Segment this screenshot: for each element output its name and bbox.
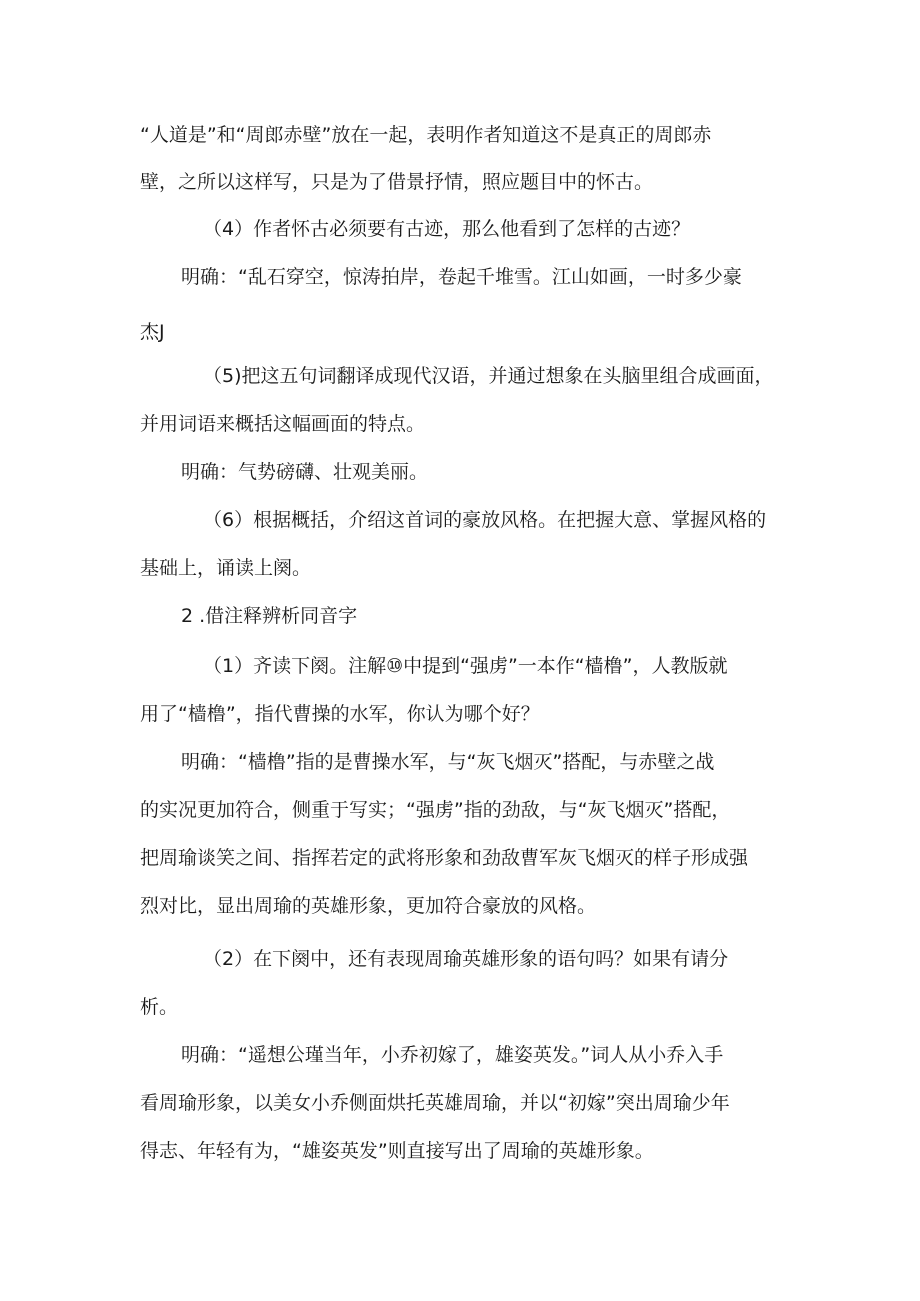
text-line: 得志、年轻有为，“雄姿英发”则直接写出了周瑜的英雄形象。 [140, 1140, 654, 1162]
sub-answer-2: 明确：“遥想公瑾当年，小乔初嫁了，雄姿英发。”词人从小乔入手 [181, 1044, 724, 1066]
text-line: 用了“樯橹”，指代曹操的水军，你认为哪个好？ [140, 703, 540, 725]
text-line: 析。 [140, 996, 179, 1018]
question-5: （5)把这五句词翻译成现代汉语，并通过想象在头脑里组合成画面， [203, 365, 774, 387]
text-line: 基础上，诵读上阕。 [140, 557, 312, 579]
question-4: （4）作者怀古必须要有古迹，那么他看到了怎样的古迹？ [203, 218, 691, 240]
sub-question-1: （1）齐读下阕。注解⑩中提到“强虏”一本作“樯橹”，人教版就 [203, 655, 728, 677]
answer-5: 明确：气势磅礴、壮观美丽。 [181, 461, 429, 483]
sub-answer-1: 明确：“樯橹”指的是曹操水军，与“灰飞烟灭”搭配，与赤壁之战 [181, 751, 715, 773]
question-6: （6）根据概括，介绍这首词的豪放风格。在把握大意、掌握风格的 [203, 509, 767, 531]
text-line: 并用词语来概括这幅画面的特点。 [140, 413, 426, 435]
text-line: 烈对比，显出周瑜的英雄形象，更加符合豪放的风格。 [140, 895, 597, 917]
section-heading: 2 .借注释辨析同音字 [181, 605, 358, 627]
text-line: 壁，之所以这样写，只是为了借景抒情，照应题目中的怀古。 [140, 171, 654, 193]
text-line: 杰J [140, 321, 165, 343]
answer-4: 明确：“乱石穿空，惊涛拍岸，卷起千堆雪。江山如画，一时多少豪 [181, 266, 742, 288]
text-line: 把周瑜谈笑之间、指挥若定的武将形象和劲敌曹军灰飞烟灭的样子形成强 [140, 847, 749, 869]
text-line: 的实况更加符合，侧重于写实；“强虏”指的劲敌，与“灰飞烟灭”搭配， [140, 799, 731, 821]
text-line: “人道是”和“周郎赤壁”放在一起，表明作者知道这不是真正的周郎赤 [140, 124, 712, 146]
text-line: 看周瑜形象，以美女小乔侧面烘托英雄周瑜，并以“初嫁”突出周瑜少年 [140, 1092, 730, 1114]
sub-question-2: （2）在下阕中，还有表现周瑜英雄形象的语句吗？如果有请分 [203, 948, 729, 970]
